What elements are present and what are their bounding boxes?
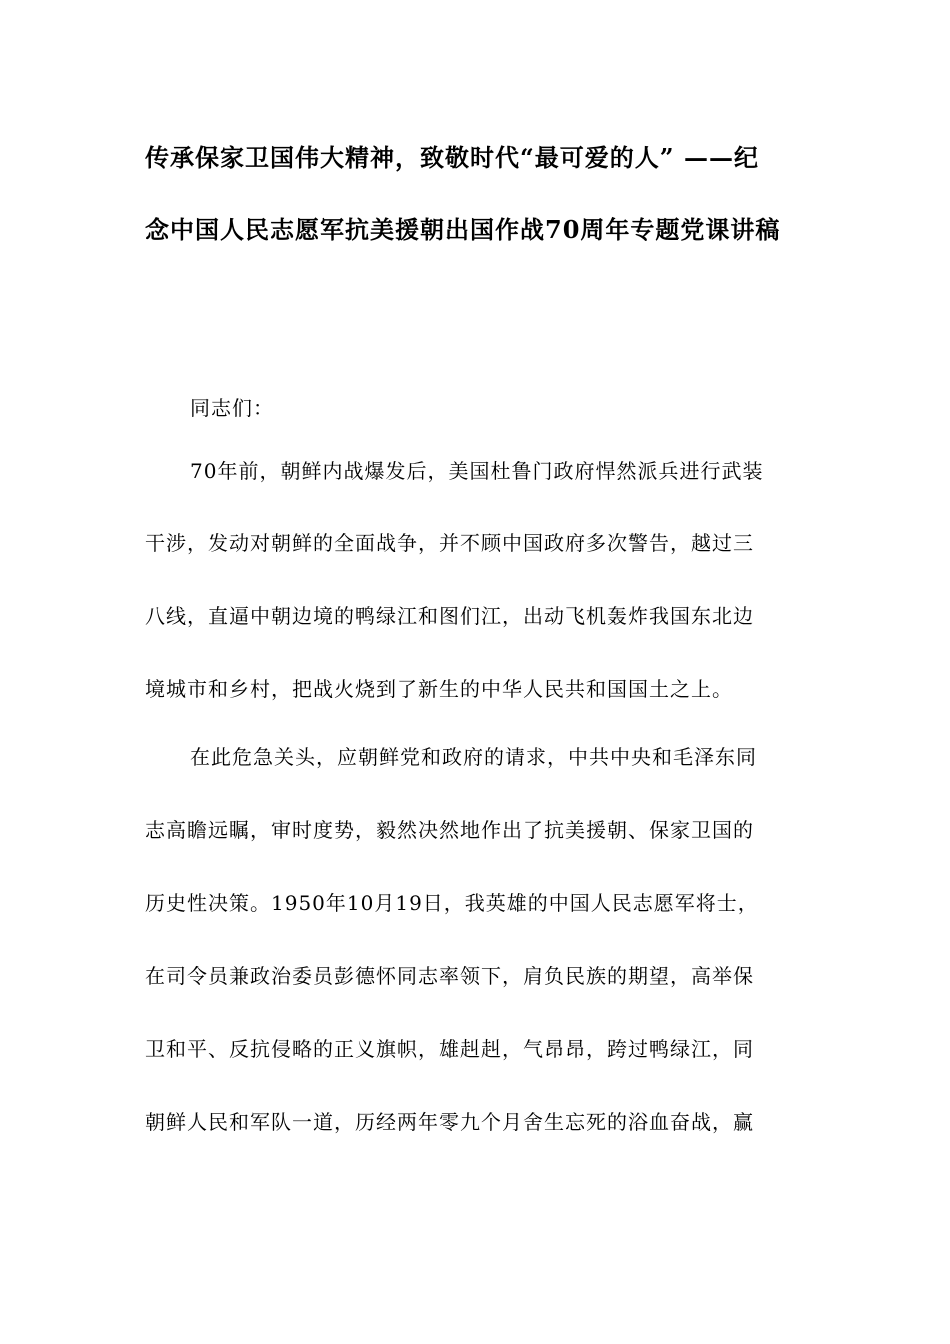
paragraph-line: 境城市和乡村，把战火烧到了新生的中华人民共和国国土之上。 <box>145 677 733 701</box>
paragraph-line: 朝鲜人民和军队一道，历经两年零九个月舍生忘死的浴血奋战，赢 <box>145 1110 754 1134</box>
paragraph-line: 在此危急关头，应朝鲜党和政府的请求，中共中央和毛泽东同 <box>190 745 757 769</box>
paragraph-line: 干涉，发动对朝鲜的全面战争，并不顾中国政府多次警告，越过三 <box>145 531 754 555</box>
salutation: 同志们： <box>190 396 274 420</box>
paragraph-line: 卫和平、反抗侵略的正义旗帜，雄赳赳，气昂昂，跨过鸭绿江，同 <box>145 1037 754 1061</box>
paragraph-line: 志高瞻远瞩，审时度势，毅然决然地作出了抗美援朝、保家卫国的 <box>145 818 754 842</box>
paragraph-line: 八线，直逼中朝边境的鸭绿江和图们江，出动飞机轰炸我国东北边 <box>145 604 754 628</box>
document-title-line-2: 念中国人民志愿军抗美援朝出国作战70周年专题党课讲稿 <box>145 215 781 244</box>
paragraph-line: 在司令员兼政治委员彭德怀同志率领下，肩负民族的期望，高举保 <box>145 964 754 988</box>
document-title-line-1: 传承保家卫国伟大精神，致敬时代“最可爱的人” ——纪 <box>145 143 759 172</box>
paragraph-line: 历史性决策。1950年10月19日，我英雄的中国人民志愿军将士， <box>145 891 759 915</box>
paragraph-line: 70年前，朝鲜内战爆发后，美国杜鲁门政府悍然派兵进行武装 <box>190 459 764 483</box>
